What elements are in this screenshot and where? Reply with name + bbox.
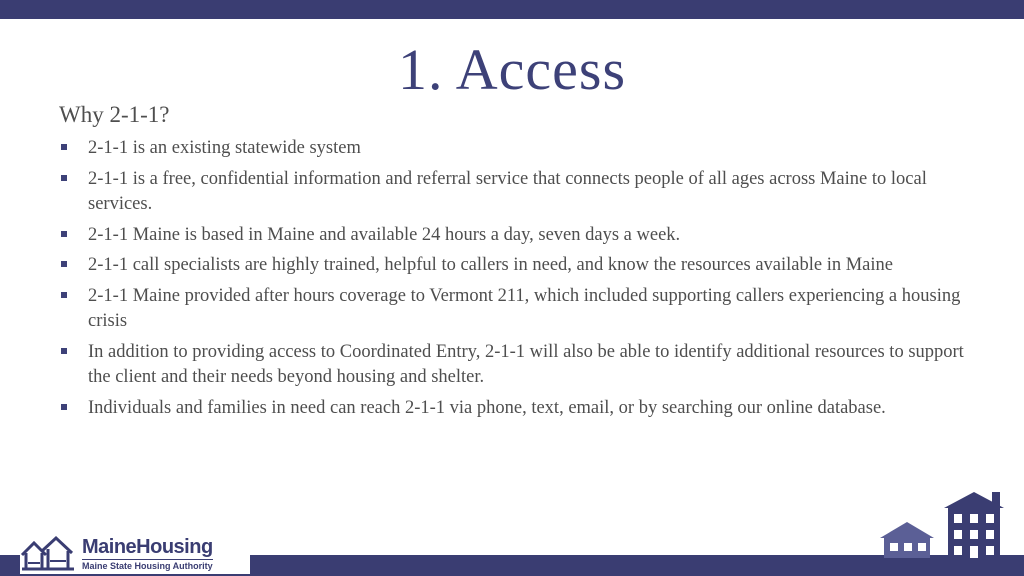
bullet-square-icon [61, 348, 67, 354]
top-banner-bar [0, 0, 1024, 19]
bullet-item [59, 284, 969, 335]
houses-illustration-icon [876, 488, 1024, 558]
logo-subtitle: Maine State Housing Authority [82, 561, 213, 571]
bullet-item [59, 253, 969, 279]
bullet-item [59, 136, 969, 162]
bullet-square-icon [61, 292, 67, 298]
bullet-item [59, 396, 969, 422]
bullet-item [59, 167, 969, 218]
bullet-square-icon [61, 175, 67, 181]
bullet-text: 2-1-1 Maine provided after hours coverage to Vermont 211, which included supporting callers experiencing a housing crisis [88, 285, 961, 331]
bullet-square-icon [61, 231, 67, 237]
bullet-square-icon [61, 144, 67, 150]
bullet-text: Individuals and families in need can reach 2-1-1 via phone, text, email, or by searching our online database. [88, 397, 886, 418]
bullet-square-icon [61, 261, 67, 267]
house-outline-icon [20, 535, 76, 571]
mainehousing-logo [20, 532, 250, 574]
bullet-text: 2-1-1 call specialists are highly trained, helpful to callers in need, and know the resources available in Maine [88, 255, 893, 275]
bullet-list [59, 136, 969, 426]
bullet-text: 2-1-1 Maine is based in Maine and available 24 hours a day, seven days a week. [88, 224, 681, 245]
bullet-text: 2-1-1 is an existing statewide system [88, 138, 361, 158]
bullet-square-icon [61, 404, 67, 410]
bullet-text: 2-1-1 is a free, confidential information and referral service that connects people of all ages across Maine to local services. [88, 168, 927, 214]
bullet-item [59, 340, 969, 391]
logo-name: MaineHousing [82, 536, 213, 558]
slide-title: 1. Access [397, 37, 627, 102]
bullet-text: In addition to providing access to Coordinated Entry, 2-1-1 will also be able to identify additional resources to support the client and their needs beyond housing and shelter. [88, 341, 964, 387]
slide-subheading: Why 2-1-1? [59, 102, 170, 127]
bullet-item [59, 223, 969, 249]
